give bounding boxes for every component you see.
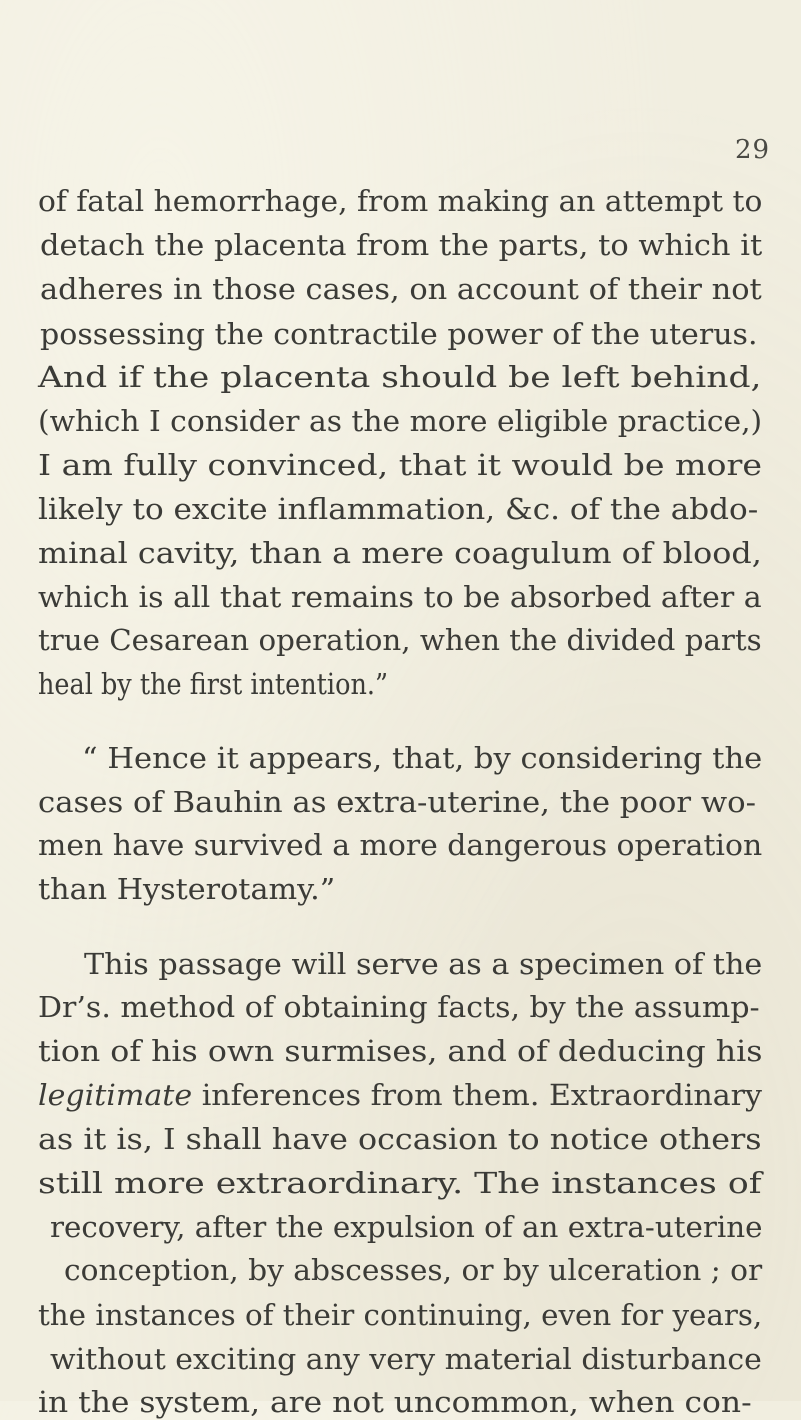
text-line: minal cavity, than a mere coagulum of blood,	[38, 535, 762, 570]
text-line: I am fully convinced, that it would be more	[38, 448, 762, 483]
text-line: detach the placenta from the parts, to which it	[40, 228, 763, 263]
text-line: heal by the first intention.”	[38, 667, 389, 702]
text-line: without exciting any very material disturbance	[50, 1341, 762, 1376]
text-line: possessing the contractile power of the uterus.	[40, 316, 758, 351]
text-line: Dr’s. method of obtaining facts, by the assump-	[38, 989, 760, 1024]
text-line: of fatal hemorrhage, from making an attempt to	[38, 184, 763, 218]
text-line: tion of his own surmises, and of deducing his	[38, 1034, 763, 1069]
text-line: “ Hence it appears, that, by considering the	[82, 740, 763, 775]
text-line: cases of Bauhin as extra-uterine, the poor wo-	[38, 784, 757, 819]
text-line: (which I consider as the more eligible practice,)	[38, 404, 763, 439]
text-line: than Hysterotamy.”	[38, 872, 336, 907]
text-line: conception, by abscesses, or by ulceration ; or	[64, 1253, 763, 1288]
italic-word: legitimate	[38, 1078, 193, 1113]
text-fragment: inferences from them. Extraordinary	[192, 1078, 763, 1113]
text-line: still more extraordinary. The instances of	[38, 1165, 762, 1200]
text-line: And if the placenta should be left behind,	[38, 359, 762, 394]
text-line: adheres in those cases, on account of their not	[40, 272, 762, 307]
text-line: the instances of their continuing, even for years,	[38, 1297, 763, 1332]
text-line: recovery, after the expulsion of an extra-uterine	[50, 1210, 763, 1245]
page-number: 29	[735, 135, 771, 165]
text-line: true Cesarean operation, when the divided parts	[38, 623, 762, 658]
text-line	[38, 1077, 762, 1113]
text-line: likely to excite inflammation, &c. of the abdo-	[38, 491, 759, 526]
text-line: This passage will serve as a specimen of the	[84, 946, 763, 981]
text-line: as it is, I shall have occasion to notice others	[38, 1121, 762, 1156]
text-line: in the system, are not uncommon, when con-	[38, 1385, 752, 1419]
text-line: men have survived a more dangerous operation	[38, 828, 763, 863]
text-line: which is all that remains to be absorbed after a	[38, 579, 762, 614]
